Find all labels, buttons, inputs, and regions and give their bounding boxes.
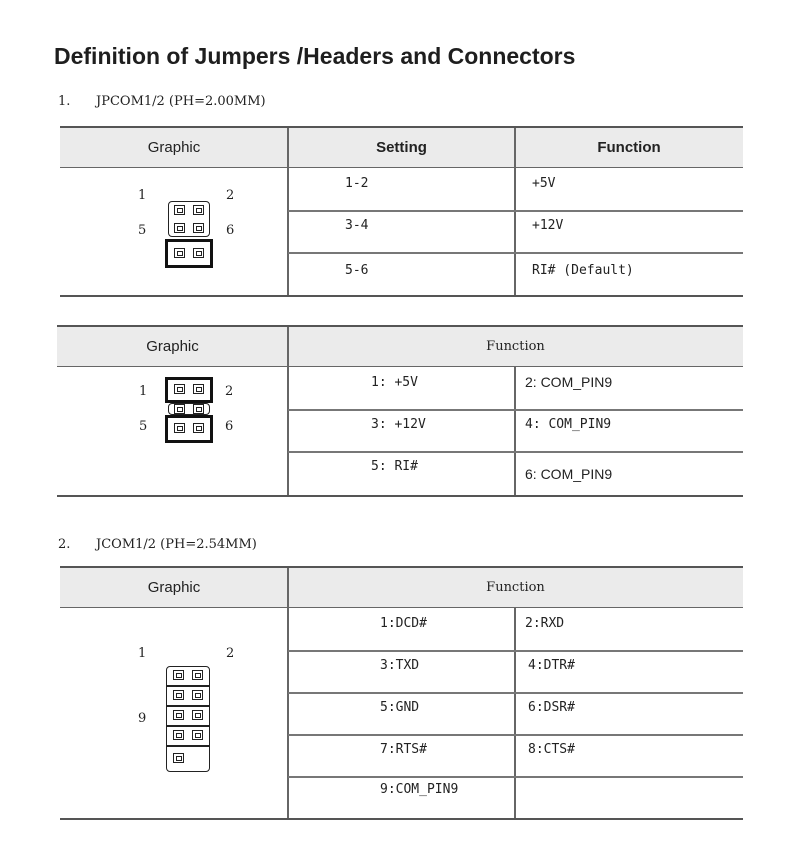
pin [173,670,184,680]
pin [192,730,203,740]
header-graphic: Graphic [57,327,288,367]
pin [192,710,203,720]
setting-cell: 1-2 [345,176,369,191]
pin [192,670,203,680]
setting-cell: 3-4 [345,218,369,233]
pin-label-2: 2 [226,646,235,661]
section-label: JCOM1/2 (PH=2.54MM) [96,537,257,552]
pin-label-5: 5 [138,223,147,238]
pin [174,404,185,414]
pin-label-5: 5 [139,419,148,434]
function-cell: 6: COM_PIN9 [525,466,613,482]
section-heading-jcom [58,537,257,552]
pin [174,223,185,233]
function-cell: RI# (Default) [532,263,634,278]
jumper-cap [165,239,213,268]
function-cell: 2:RXD [525,616,565,631]
pin [174,384,185,394]
function-cell: 3: +12V [371,417,426,432]
pin [192,690,203,700]
pin [193,248,204,258]
function-cell: 6:DSR# [528,700,575,715]
header-function: Function [288,327,743,367]
function-cell: +12V [532,218,564,233]
pin [173,753,184,763]
section-number: 2. [58,537,71,552]
function-cell: 4: COM_PIN9 [525,417,612,432]
section-label: JPCOM1/2 (PH=2.00MM) [96,94,266,109]
page-title: Definition of Jumpers /Headers and Connectors [54,43,576,69]
function-cell: 5: RI# [371,459,418,474]
pin-label-2: 2 [226,188,235,203]
jumper-cap [165,377,213,403]
pin [174,248,185,258]
header-graphic: Graphic [60,568,288,608]
pin [193,223,204,233]
function-cell: 9:COM_PIN9 [380,782,459,797]
function-cell: 8:CTS# [528,742,575,757]
function-cell: 5:GND [380,700,420,715]
pin [174,205,185,215]
header-graphic: Graphic [60,128,288,168]
pin-label-1: 1 [139,384,148,399]
pin [173,690,184,700]
function-cell: 1: +5V [371,375,418,390]
function-cell: 3:TXD [380,658,420,673]
pin-label-9: 9 [138,711,147,726]
pin-label-6: 6 [226,223,235,238]
jumper-header-graphic [60,168,287,295]
function-cell: 2: COM_PIN9 [525,374,613,390]
function-cell: +5V [532,176,556,191]
pin [173,730,184,740]
pin [193,404,204,414]
pin [193,384,204,394]
pin-label-2: 2 [225,384,234,399]
pin [193,205,204,215]
function-cell: 7:RTS# [380,742,427,757]
com-header-graphic [60,608,287,818]
header-function: Function [288,568,743,608]
pin [173,710,184,720]
function-cell: 1:DCD# [380,616,427,631]
pin-label-1: 1 [138,188,147,203]
header-function: Function [515,128,743,168]
pin-label-6: 6 [225,419,234,434]
header-setting: Setting [288,128,515,168]
setting-cell: 5-6 [345,263,369,278]
jumper-cap [165,415,213,443]
pin [193,423,204,433]
jumper-header-graphic [57,367,287,495]
section-number: 1. [58,94,71,109]
pin-label-1: 1 [138,646,147,661]
jpcom-setting-table [60,126,743,297]
jcom-pin-table [60,566,743,820]
pin [174,423,185,433]
jpcom-function-table [57,325,743,497]
function-cell: 4:DTR# [528,658,575,673]
section-heading-jpcom [58,94,266,109]
